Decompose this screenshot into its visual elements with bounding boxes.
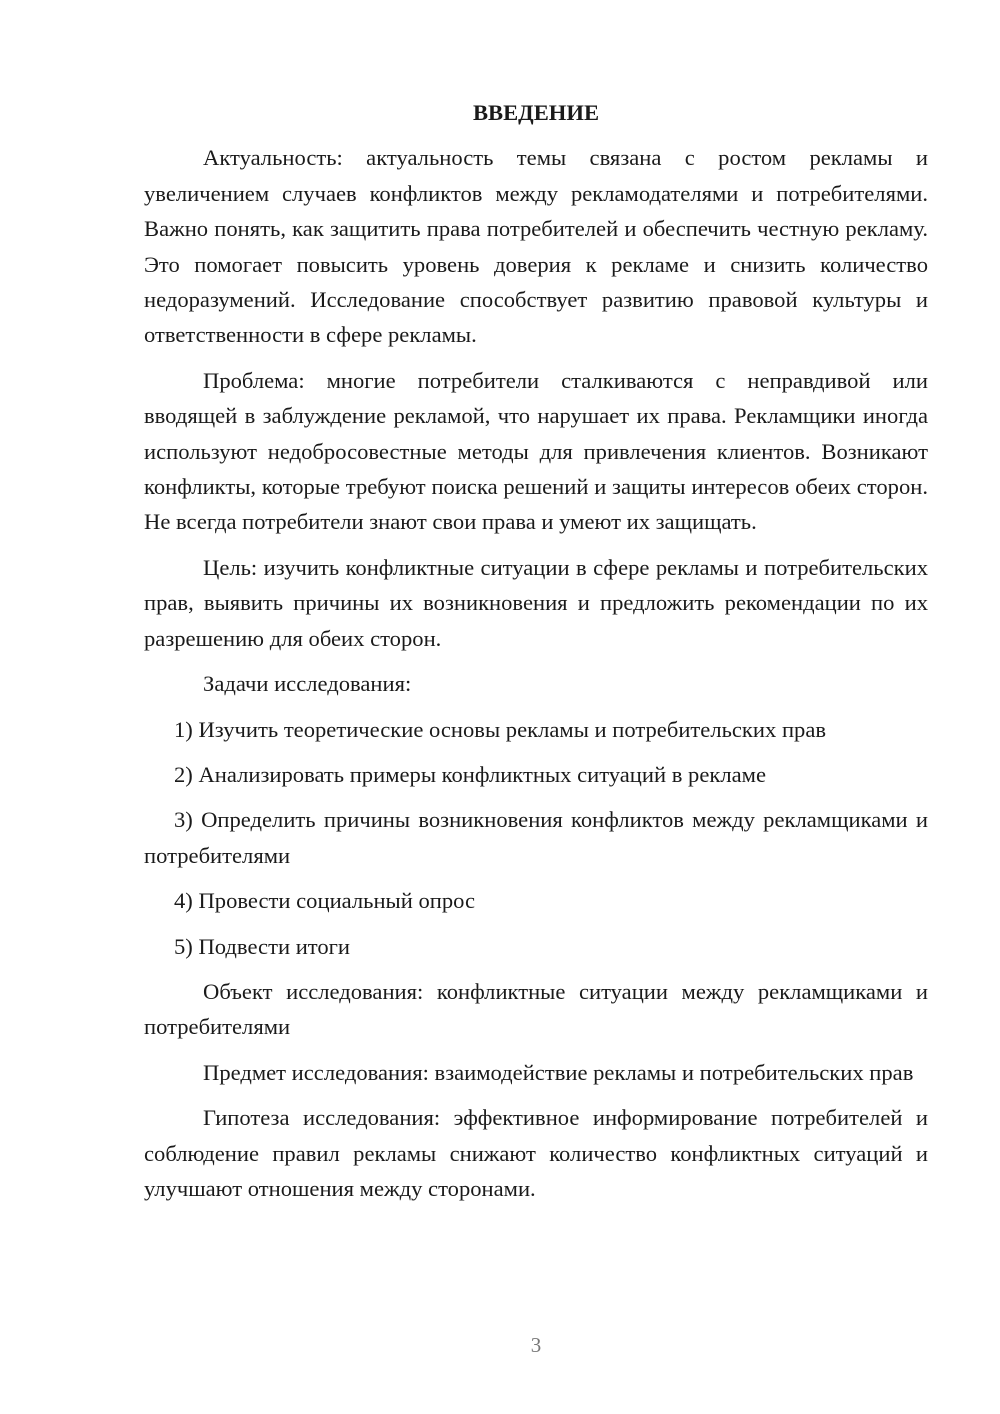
object-paragraph: Объект исследования: конфликтные ситуации между рекламщиками и потребителями [144, 978, 928, 1040]
task-item: 2) Анализировать примеры конфликтных ситуаций в рекламе [174, 761, 766, 787]
page-number: 3 [530, 1333, 542, 1357]
subject-paragraph: Предмет исследования: взаимодействие рекламы и потребительских прав [203, 1059, 914, 1085]
tasks-heading: Задачи исследования: [203, 671, 412, 697]
task-item: 5) Подвести итоги [174, 933, 351, 959]
goal-paragraph: Цель: изучить конфликтные ситуации в сфере рекламы и потребительских прав, выявить причины их возникновения и предложить рекомендации по их разрешению для обеих сторон. [144, 554, 928, 651]
task-item: 3) Определить причины возникновения конфликтов между рекламщиками и потребителями [144, 807, 928, 868]
problem-paragraph: Проблема: многие потребители сталкиваются с неправдивой или вводящей в заблуждение рекламой, что нарушает их права. Рекламщики иногда используют недобросовестные методы для привлечения клиентов. Возникают конфликты, которые требуют поиска решений и защиты интересов обеих сторон. Не всегда потребители знают свои права и умеют их защищать. [144, 367, 928, 535]
relevance-paragraph: Актуальность: актуальность темы связана с ростом рекламы и увеличением случаев конфликтов между рекламодателями и потребителями. Важно понять, как защитить права потребителей и обеспечить честную рекламу. Это помогает повысить уровень доверия к рекламе и снизить количество недоразумений. Исследование способствует развитию правовой культуры и ответственности в сфере рекламы. [144, 145, 928, 348]
hypothesis-paragraph: Гипотеза исследования: эффективное информирование потребителей и соблюдение правил рекламы снижают количество конфликтных ситуаций и улучшают отношения между сторонами. [144, 1105, 928, 1201]
section-title: ВВЕДЕНИЕ [472, 100, 600, 125]
task-item: 1) Изучить теоретические основы рекламы и потребительских прав [174, 716, 827, 742]
task-item: 4) Провести социальный опрос [174, 888, 476, 914]
document-page [144, 95, 928, 1216]
